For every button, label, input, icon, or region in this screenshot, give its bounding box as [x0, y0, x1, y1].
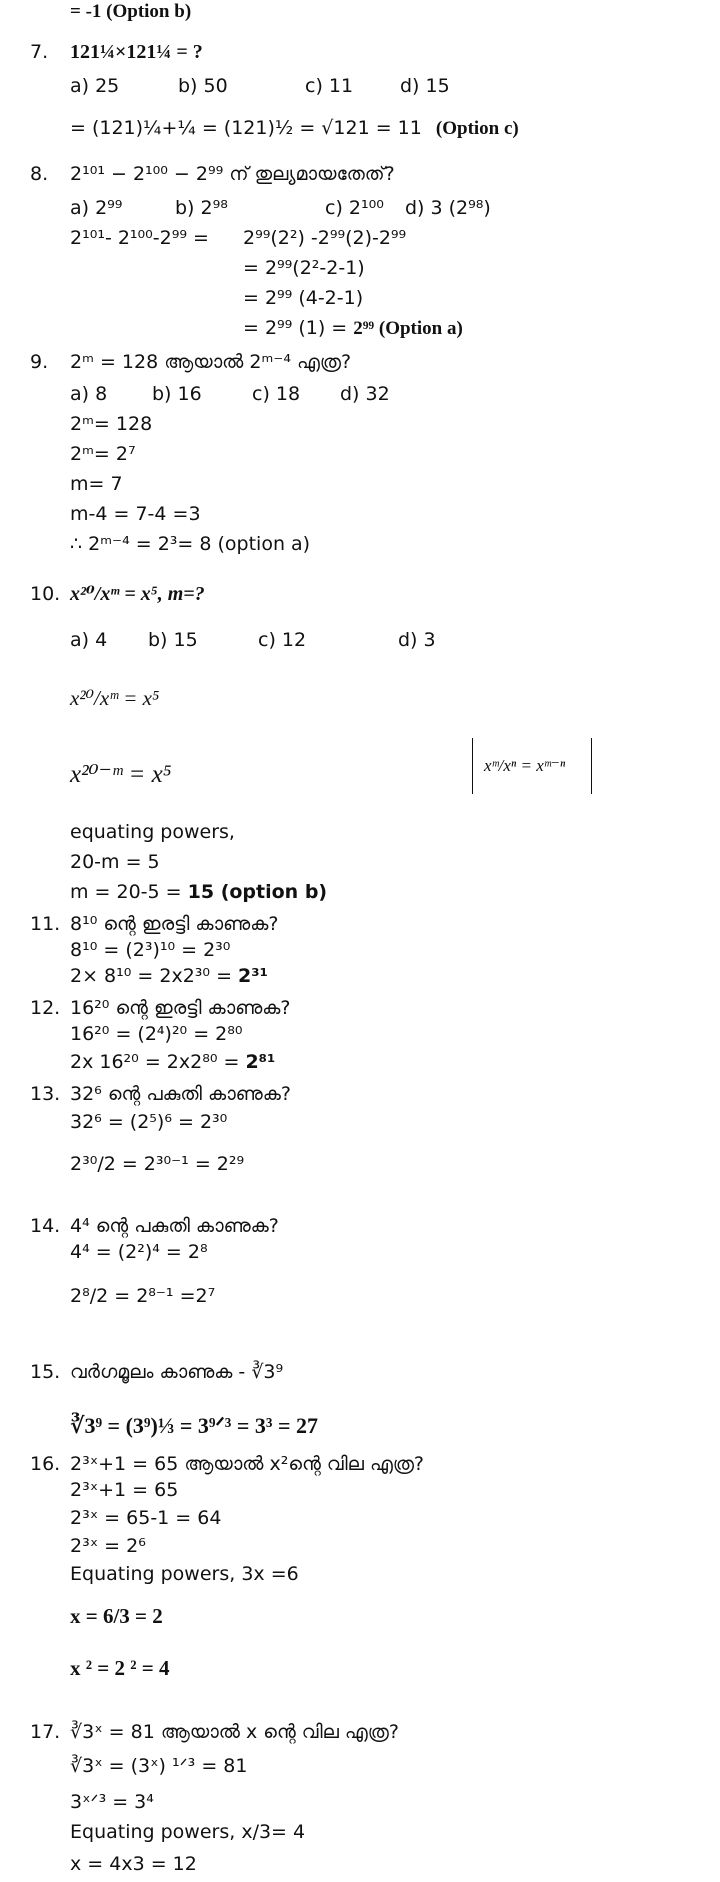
q9-option-a: a) 8 — [70, 383, 108, 405]
q16-step-5: x = 6/3 = 2 — [70, 1604, 163, 1628]
q8-step-3: = 2⁹⁹ (4-2-1) — [243, 287, 364, 309]
q10-option-a: a) 4 — [70, 629, 108, 651]
q10-option-b: b) 15 — [148, 629, 198, 651]
question-7: 121¼×121¼ = ? — [70, 41, 203, 63]
q9-step-4: m-4 = 7-4 =3 — [70, 503, 201, 525]
question-16: 2³ˣ+1 = 65 ആയാൽ x²ന്റെ വില എത്ര? — [70, 1453, 425, 1475]
question-8: 2¹⁰¹ − 2¹⁰⁰ − 2⁹⁹ ന് തുല്യമായതേത്? — [70, 163, 395, 185]
q9-step-2: 2ᵐ= 2⁷ — [70, 443, 136, 465]
q7-answer: (Option c) — [435, 118, 519, 139]
question-13: 32⁶ ന്റെ പകുതി കാണുക? — [70, 1083, 291, 1105]
question-number-11: 11. — [30, 913, 61, 935]
q16-step-4: Equating powers, 3x =6 — [70, 1563, 299, 1585]
q10-option-c: c) 12 — [258, 629, 307, 651]
q9-step-3: m= 7 — [70, 473, 123, 495]
q12-step-1: 16²⁰ = (2⁴)²⁰ = 2⁸⁰ — [70, 1023, 243, 1045]
previous-answer: = -1 (Option b) — [70, 1, 192, 22]
q10-step-1: x²⁰/xᵐ = x⁵ — [70, 686, 160, 710]
q13-step-2: 2³⁰/2 = 2³⁰⁻¹ = 2²⁹ — [70, 1153, 245, 1175]
q8-option-b: b) 2⁹⁸ — [175, 197, 228, 219]
q10-step-5 — [70, 880, 327, 904]
q10-rule: xᵐ/xⁿ = xᵐ⁻ⁿ — [484, 756, 566, 775]
question-11: 8¹⁰ ന്റെ ഇരട്ടി കാണുക? — [70, 913, 279, 935]
q12-step-2-text: 2x 16²⁰ = 2x2⁸⁰ = — [70, 1051, 246, 1073]
q8-option-d: d) 3 (2⁹⁸) — [405, 197, 491, 219]
question-10: x²⁰/xᵐ = x⁵, m=? — [70, 583, 205, 605]
question-number-7: 7. — [30, 41, 49, 63]
question-number-14: 14. — [30, 1215, 61, 1237]
q8-answer: 2⁹⁹ (Option a) — [353, 318, 463, 339]
q8-step-4-text: = 2⁹⁹ (1) = — [243, 317, 354, 339]
q11-step-2 — [70, 964, 268, 988]
q12-answer: 2⁸¹ — [245, 1051, 276, 1073]
question-number-16: 16. — [30, 1453, 61, 1475]
q9-step-5: ∴ 2ᵐ⁻⁴ = 2³= 8 (option a) — [70, 533, 311, 555]
question-number-15: 15. — [30, 1361, 61, 1383]
question-number-9: 9. — [30, 351, 49, 373]
question-number-12: 12. — [30, 997, 61, 1019]
q10-step-4: 20-m = 5 — [70, 851, 160, 873]
q8-step-1-right: 2⁹⁹(2²) -2⁹⁹(2)-2⁹⁹ — [243, 227, 407, 249]
q7-option-a: a) 25 — [70, 75, 120, 97]
question-number-10: 10. — [30, 583, 61, 605]
question-17: ∛3ˣ = 81 ആയാൽ x ന്റെ വില എത്ര? — [70, 1721, 399, 1743]
q16-step-6: x ² = 2 ² = 4 — [70, 1656, 170, 1680]
q11-step-1: 8¹⁰ = (2³)¹⁰ = 2³⁰ — [70, 939, 231, 961]
question-14: 4⁴ ന്റെ പകുതി കാണുക? — [70, 1215, 279, 1237]
q8-step-1-left: 2¹⁰¹- 2¹⁰⁰-2⁹⁹ = — [70, 227, 209, 249]
q11-step-2-text: 2× 8¹⁰ = 2x2³⁰ = — [70, 965, 239, 987]
q16-step-3: 2³ˣ = 2⁶ — [70, 1535, 146, 1557]
question-9: 2ᵐ = 128 ആയാൽ 2ᵐ⁻⁴ എത്ര? — [70, 351, 352, 373]
q11-answer: 2³¹ — [238, 965, 268, 987]
q16-step-1: 2³ˣ+1 = 65 — [70, 1479, 179, 1501]
q16-step-2: 2³ˣ = 65-1 = 64 — [70, 1507, 222, 1529]
q9-option-b: b) 16 — [152, 383, 202, 405]
question-12: 16²⁰ ന്റെ ഇരട്ടി കാണുക? — [70, 997, 291, 1019]
q9-option-c: c) 18 — [252, 383, 301, 405]
question-15: വർഗമൂലം കാണുക - ∛3⁹ — [70, 1361, 284, 1383]
q7-solution-text: = (121)¼+¼ = (121)½ = √121 = 11 — [70, 117, 422, 139]
q10-step-2: x²⁰⁻ᵐ = x⁵ — [70, 761, 172, 788]
q8-option-a: a) 2⁹⁹ — [70, 197, 123, 219]
q9-option-d: d) 32 — [340, 383, 390, 405]
q8-step-2: = 2⁹⁹(2²-2-1) — [243, 257, 365, 279]
q15-solution: ∛3⁹ = (3⁹)⅓ = 3⁹ᐟ³ = 3³ = 27 — [70, 1413, 319, 1438]
q8-step-4 — [243, 316, 463, 341]
q7-solution — [70, 116, 519, 141]
q17-step-1: ∛3ˣ = (3ˣ) ¹ᐟ³ = 81 — [70, 1755, 248, 1777]
q12-step-2 — [70, 1050, 275, 1074]
q10-step-5-text: m = 20-5 = — [70, 881, 188, 903]
q17-step-2: 3ˣᐟ³ = 3⁴ — [70, 1791, 154, 1813]
q14-step-1: 4⁴ = (2²)⁴ = 2⁸ — [70, 1241, 208, 1263]
q10-answer: 15 (option b) — [187, 881, 328, 903]
q13-step-1: 32⁶ = (2⁵)⁶ = 2³⁰ — [70, 1111, 228, 1133]
q10-option-d: d) 3 — [398, 629, 436, 651]
q17-step-4: x = 4x3 = 12 — [70, 1853, 197, 1875]
q9-step-1: 2ᵐ= 128 — [70, 413, 153, 435]
q8-option-c: c) 2¹⁰⁰ — [325, 197, 384, 219]
question-number-17: 17. — [30, 1721, 61, 1743]
q7-option-b: b) 50 — [178, 75, 228, 97]
q7-option-c: c) 11 — [305, 75, 354, 97]
question-number-13: 13. — [30, 1083, 61, 1105]
q17-step-3: Equating powers, x/3= 4 — [70, 1821, 306, 1843]
q10-step-3: equating powers, — [70, 821, 235, 843]
q7-option-d: d) 15 — [400, 75, 450, 97]
q14-step-2: 2⁸/2 = 2⁸⁻¹ =2⁷ — [70, 1285, 216, 1307]
question-number-8: 8. — [30, 163, 49, 185]
